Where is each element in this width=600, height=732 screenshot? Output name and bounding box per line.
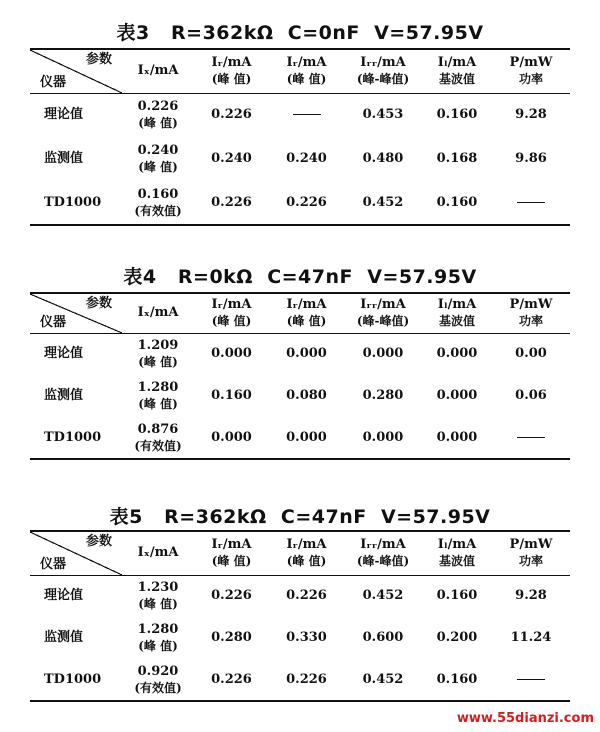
ix-cell: 1.280 (峰 值): [137, 380, 179, 411]
table-3-title: [0, 18, 600, 45]
corner-header: [30, 531, 122, 575]
value-cell: 0.600: [362, 630, 404, 645]
value-cell: 0.453: [362, 107, 404, 123]
instrument-cell: 监测值: [44, 388, 84, 403]
corner-instrument-label: 仪器: [40, 556, 67, 572]
corner-param-label: 参数: [85, 534, 112, 549]
table-4-voltage: V=57.95V: [367, 266, 477, 288]
col-ir2-peak-header: Iᵣ/mA (峰 值): [269, 293, 344, 333]
ix-cell: 0.920 (有效值): [134, 663, 182, 695]
value-cell: 0.226: [211, 194, 252, 210]
table-3-voltage: V=57.95V: [374, 22, 484, 44]
corner-instrument-label: 仪器: [40, 314, 67, 330]
col-ir-peak-header: Iᵣ/mA (峰 值): [194, 49, 269, 93]
col-power-header: P/mW 功率: [492, 531, 570, 575]
corner-header: [30, 49, 122, 93]
table-row: [30, 659, 570, 701]
corner-param-label: 参数: [85, 52, 112, 67]
dash-mark: [293, 114, 321, 115]
table-4-resistance: R=0kΩ: [177, 266, 253, 288]
corner-instrument-label: 仪器: [40, 74, 67, 90]
table-row: [30, 93, 570, 137]
value-cell: 0.168: [436, 151, 478, 166]
table-4: [30, 292, 570, 460]
table-row: [30, 137, 570, 181]
instrument-cell: 监测值: [44, 630, 84, 645]
ix-cell: 1.280 (峰 值): [137, 622, 179, 653]
value-cell: 9.86: [515, 151, 547, 166]
value-cell: 0.240: [211, 151, 252, 166]
col-fundamental-header: Iₗ/mA 基波值: [422, 293, 492, 333]
col-ir2-peak-header: Iᵣ/mA (峰 值): [269, 531, 344, 575]
table-header-row: [30, 531, 570, 575]
corner-header: [30, 293, 122, 333]
value-cell: 0.226: [211, 107, 252, 123]
corner-param-label: 参数: [85, 296, 112, 311]
table-5-title: [0, 502, 600, 529]
value-cell: 0.080: [286, 388, 327, 403]
value-cell: 0.280: [211, 630, 252, 645]
value-cell: 0.160: [436, 588, 478, 604]
value-cell: 0.330: [286, 630, 327, 645]
col-power-header: P/mW 功率: [492, 293, 570, 333]
value-cell: 0.00: [515, 346, 547, 362]
value-cell: 0.226: [286, 671, 327, 687]
value-cell: 0.160: [436, 671, 478, 687]
value-cell: 0.452: [362, 194, 404, 210]
table-row: [30, 333, 570, 375]
table-5: [30, 530, 570, 702]
value-cell: 9.28: [515, 107, 547, 123]
table-row: [30, 375, 570, 417]
value-cell: [492, 417, 570, 459]
table-4-capacitance: C=47nF: [267, 266, 353, 288]
value-cell: 0.226: [286, 588, 327, 604]
ix-cell: 0.160 (有效值): [134, 186, 182, 218]
value-cell: 0.000: [436, 388, 478, 403]
value-cell: 0.226: [211, 588, 252, 604]
value-cell: [269, 93, 344, 137]
table-3-label: 表3: [116, 22, 157, 44]
table-5-voltage: V=57.95V: [380, 506, 491, 528]
col-ir-peak-header: Iᵣ/mA (峰 值): [194, 293, 269, 333]
ix-cell: 1.230 (峰 值): [137, 580, 179, 612]
ix-cell: 0.226 (峰 值): [137, 99, 179, 131]
value-cell: 0.226: [211, 671, 252, 687]
table-3: [30, 48, 570, 226]
col-ix-header: Iₓ/mA: [122, 293, 194, 333]
table-row: [30, 617, 570, 659]
value-cell: 0.000: [362, 346, 404, 362]
value-cell: 0.000: [436, 429, 478, 445]
col-power-header: P/mW 功率: [492, 49, 570, 93]
col-ipp-header: Iᵣᵣ/mA (峰-峰值): [344, 49, 422, 93]
table-4-title: [0, 262, 600, 289]
value-cell: 0.280: [362, 388, 404, 403]
value-cell: [492, 659, 570, 701]
value-cell: 0.240: [286, 151, 327, 166]
table-4-label: 表4: [123, 266, 164, 288]
ix-cell: 0.876 (有效值): [134, 421, 182, 453]
dash-mark: [517, 437, 545, 438]
value-cell: 0.160: [436, 194, 478, 210]
col-ipp-header: Iᵣᵣ/mA (峰-峰值): [344, 531, 422, 575]
dash-mark: [517, 679, 545, 680]
value-cell: 0.000: [286, 429, 327, 445]
value-cell: 0.000: [211, 429, 252, 445]
dash-mark: [517, 202, 545, 203]
value-cell: 0.160: [211, 388, 252, 403]
instrument-cell: 理论值: [44, 346, 84, 362]
value-cell: 0.452: [362, 588, 404, 604]
instrument-cell: 理论值: [44, 588, 84, 604]
col-ix-header: Iₓ/mA: [122, 531, 194, 575]
table-header-row: [30, 293, 570, 333]
table-3-resistance: R=362kΩ: [171, 22, 274, 44]
col-ipp-header: Iᵣᵣ/mA (峰-峰值): [344, 293, 422, 333]
table-header-row: [30, 49, 570, 93]
value-cell: 11.24: [510, 630, 552, 645]
value-cell: [492, 181, 570, 225]
value-cell: 0.452: [362, 671, 404, 687]
value-cell: 0.200: [436, 630, 478, 645]
value-cell: 0.06: [515, 388, 547, 403]
instrument-cell: 理论值: [44, 107, 84, 123]
col-ir2-peak-header: Iᵣ/mA (峰 值): [269, 49, 344, 93]
table-row: [30, 575, 570, 617]
instrument-cell: 监测值: [44, 151, 84, 166]
value-cell: 9.28: [515, 588, 547, 604]
table-5-capacitance: C=47nF: [280, 506, 367, 528]
col-fundamental-header: Iₗ/mA 基波值: [422, 49, 492, 93]
col-ix-header: Iₓ/mA: [122, 49, 194, 93]
instrument-cell: TD1000: [44, 429, 102, 445]
ix-cell: 0.240 (峰 值): [137, 143, 179, 174]
instrument-cell: TD1000: [44, 671, 102, 687]
col-ir-peak-header: Iᵣ/mA (峰 值): [194, 531, 269, 575]
col-fundamental-header: Iₗ/mA 基波值: [422, 531, 492, 575]
watermark: www.55dianzi.com: [456, 711, 594, 726]
table-3-capacitance: C=0nF: [287, 22, 360, 44]
value-cell: 0.160: [436, 107, 478, 123]
table-5-label: 表5: [109, 506, 150, 528]
value-cell: 0.000: [211, 346, 252, 362]
table-5-resistance: R=362kΩ: [164, 506, 267, 528]
table-row: [30, 417, 570, 459]
table-row: [30, 181, 570, 225]
value-cell: 0.000: [362, 429, 404, 445]
value-cell: 0.480: [362, 151, 404, 166]
value-cell: 0.000: [436, 346, 478, 362]
instrument-cell: TD1000: [44, 194, 102, 210]
value-cell: 0.000: [286, 346, 327, 362]
ix-cell: 1.209 (峰 值): [137, 338, 179, 370]
value-cell: 0.226: [286, 194, 327, 210]
